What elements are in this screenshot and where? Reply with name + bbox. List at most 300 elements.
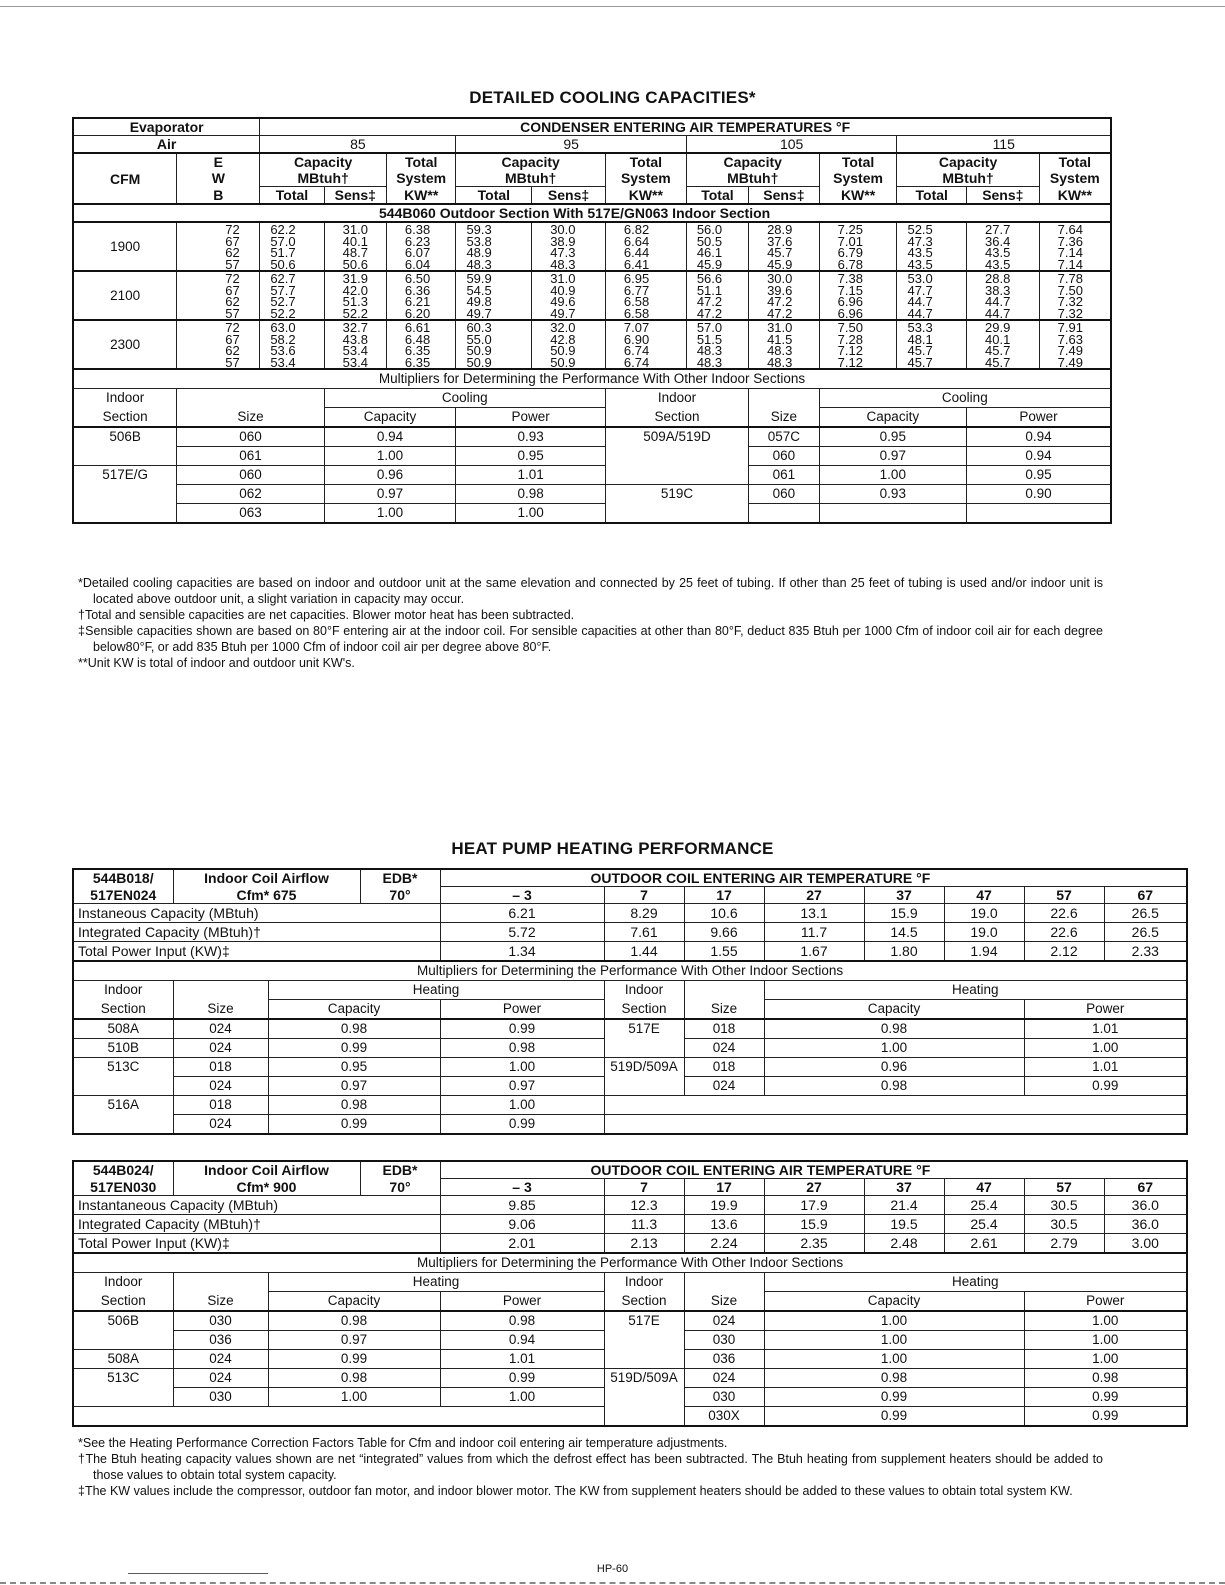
power-multiplier: 1.01	[440, 1350, 604, 1369]
size-value: 018	[684, 1058, 764, 1077]
power-multiplier: 0.99	[1024, 1407, 1187, 1427]
performance-value: 19.9	[684, 1196, 764, 1215]
data-value: 50.9	[550, 354, 576, 369]
indoor-section	[604, 1388, 684, 1407]
performance-value: 22.6	[1024, 923, 1104, 942]
temp-header: 47	[944, 887, 1024, 904]
data-value: 48.1	[907, 331, 933, 347]
power-multiplier: 0.94	[967, 427, 1112, 447]
size-value: 024	[173, 1369, 268, 1388]
edb-value: 70°	[360, 887, 440, 904]
power-multiplier: 1.00	[440, 1058, 604, 1077]
data-value: 59.3	[466, 222, 492, 237]
capacity-values	[897, 271, 967, 320]
edb-value: 70°	[360, 1179, 440, 1196]
performance-value: 9.85	[440, 1196, 604, 1215]
data-value: 47.7	[907, 282, 933, 298]
performance-value: 10.6	[684, 904, 764, 923]
multipliers-title-row	[73, 369, 1111, 389]
temp-header: 7	[604, 1179, 684, 1196]
data-value: 57.0	[696, 320, 723, 335]
capacity-values	[897, 222, 967, 271]
data-value: 7.25	[837, 222, 863, 237]
data-value: 48.3	[696, 343, 723, 358]
data-value: 48.3	[767, 343, 793, 358]
size-value: 060	[177, 466, 324, 485]
cfm-group-row	[73, 320, 1111, 369]
multipliers-subheader-row	[73, 408, 1111, 428]
indoor-section: 517E/G	[73, 466, 177, 485]
data-value: 32.7	[342, 320, 368, 335]
mbtuh-header: MBtuh†	[260, 170, 387, 187]
data-value: 7.14	[1057, 245, 1083, 260]
capacity-values	[324, 320, 386, 369]
data-value: 7.28	[837, 331, 863, 347]
data-value: 7.50	[837, 320, 863, 335]
data-value: 52.2	[270, 305, 296, 320]
capacity-values	[456, 222, 532, 271]
kw-header: KW**	[386, 187, 456, 205]
multipliers-title: Multipliers for Determining the Performance With Other Indoor Sections	[73, 369, 1111, 389]
power-header: Power	[456, 408, 605, 428]
indoor-header: Indoor	[605, 389, 748, 408]
ewb-value: 72	[225, 222, 240, 237]
performance-value: 36.0	[1104, 1196, 1187, 1215]
data-value: 28.9	[767, 222, 793, 237]
data-value: 51.5	[696, 331, 723, 347]
cfm-value: 2300	[73, 320, 177, 369]
indoor-section	[73, 1388, 173, 1407]
data-value: 6.90	[623, 331, 650, 347]
capacity-values	[819, 271, 897, 320]
power-multiplier: 0.93	[456, 427, 605, 447]
capacity-values	[324, 222, 386, 271]
model-label: 544B018/	[73, 869, 173, 887]
mode-header: Cooling	[324, 389, 605, 408]
multiplier-row	[73, 1350, 1187, 1369]
performance-value: 14.5	[864, 923, 944, 942]
data-value: 44.7	[907, 294, 933, 309]
power-header: Power	[440, 1292, 604, 1312]
size-value: 030	[173, 1311, 268, 1331]
indoor-section	[605, 447, 748, 466]
power-multiplier: 1.01	[1024, 1019, 1187, 1039]
performance-value: 25.4	[944, 1196, 1024, 1215]
performance-row	[73, 1234, 1187, 1254]
capacity-multiplier: 0.99	[268, 1350, 440, 1369]
data-value: 49.7	[466, 305, 492, 320]
size-value: 060	[177, 427, 324, 447]
size-value: 018	[684, 1019, 764, 1039]
temp-header: 47	[944, 1179, 1024, 1196]
data-value: 45.9	[767, 256, 793, 271]
data-value: 6.20	[404, 305, 431, 320]
capacity-values	[749, 222, 820, 271]
data-value: 6.78	[837, 256, 863, 271]
data-value: 39.6	[767, 282, 793, 298]
power-header: Power	[967, 408, 1112, 428]
data-value: 6.48	[404, 331, 431, 347]
indoor-section	[604, 1331, 684, 1350]
data-value: 6.82	[623, 222, 650, 237]
sub-sens-header: Sens‡	[749, 187, 820, 205]
mode-header: Heating	[268, 981, 604, 1000]
footnote: ‡The KW values include the compressor, outdoor fan motor, and indoor blower motor. The KW from supplement heaters should be added to these values to obtain total system KW.	[78, 1484, 1073, 1498]
data-value: 27.7	[985, 222, 1011, 237]
data-value: 47.3	[550, 245, 576, 260]
size-value: 024	[173, 1077, 268, 1096]
data-value: 6.64	[623, 233, 650, 249]
power-multiplier: 1.00	[440, 1096, 604, 1115]
row-label: Instaneous Capacity (MBtuh)	[73, 904, 440, 923]
airflow-label: Indoor Coil Airflow	[173, 869, 360, 887]
size-value	[749, 504, 820, 524]
heating-temp-row	[73, 887, 1187, 904]
capacity-values	[1039, 222, 1111, 271]
performance-value: 11.7	[764, 923, 864, 942]
multiplier-row	[73, 1019, 1187, 1039]
data-value: 43.8	[342, 331, 368, 347]
size-header: Size	[173, 1292, 268, 1312]
size-value: 060	[749, 447, 820, 466]
power-multiplier: 0.94	[967, 447, 1112, 466]
data-value: 7.12	[837, 343, 863, 358]
ewb-value: 62	[225, 343, 240, 358]
performance-value: 3.00	[1104, 1234, 1187, 1254]
temp-header: 37	[864, 887, 944, 904]
data-value: 47.3	[907, 233, 933, 249]
indoor-section: 509A/519D	[605, 427, 748, 447]
performance-value: 30.5	[1024, 1196, 1104, 1215]
system-header: System	[605, 170, 686, 187]
data-value: 6.07	[404, 245, 431, 260]
data-value: 6.35	[404, 354, 431, 369]
indoor-header: Indoor	[604, 981, 684, 1000]
data-value: 30.0	[550, 222, 576, 237]
capacity-multiplier: 0.98	[268, 1369, 440, 1388]
performance-row	[73, 1215, 1187, 1234]
temp-95: 95	[456, 136, 686, 154]
heating-header-row	[73, 869, 1187, 887]
capacity-header: Capacity	[764, 1292, 1024, 1312]
capacity-values	[260, 271, 324, 320]
capacity-values	[605, 271, 686, 320]
power-multiplier: 0.98	[440, 1311, 604, 1331]
cfm-value: 2100	[73, 271, 177, 320]
capacity-multiplier: 0.95	[819, 427, 966, 447]
model-label: 517EN024	[73, 887, 173, 904]
data-value: 62.2	[270, 222, 296, 237]
data-value: 6.77	[623, 282, 650, 298]
top-rule	[0, 6, 1225, 7]
section-header: Section	[73, 1292, 173, 1312]
data-value: 6.41	[623, 256, 650, 271]
performance-value: 26.5	[1104, 923, 1187, 942]
empty-cell	[604, 1096, 1187, 1115]
data-value: 48.3	[466, 256, 492, 271]
data-value: 7.01	[837, 233, 863, 249]
capacity-header: Capacity	[268, 1000, 440, 1020]
size-value: 057C	[749, 427, 820, 447]
system-header: System	[386, 170, 456, 187]
data-value: 51.3	[342, 294, 368, 309]
performance-value: 2.48	[864, 1234, 944, 1254]
multiplier-row	[73, 447, 1111, 466]
temp-header: 17	[684, 887, 764, 904]
data-value: 6.44	[623, 245, 650, 260]
data-value: 7.15	[837, 282, 863, 298]
total-header: Total	[605, 153, 686, 170]
multipliers-subheader-row	[73, 1292, 1187, 1312]
performance-value: 9.66	[684, 923, 764, 942]
sub-sens-header: Sens‡	[324, 187, 386, 205]
capacity-header: Capacity	[324, 408, 456, 428]
data-value: 6.74	[623, 354, 650, 369]
ewb-header-e: E	[177, 153, 260, 170]
performance-value: 15.9	[864, 904, 944, 923]
data-value: 45.7	[985, 354, 1011, 369]
data-value: 30.0	[767, 271, 793, 286]
footnote: **Unit KW is total of indoor and outdoor unit KW's.	[78, 656, 355, 670]
capacity-multiplier: 0.98	[764, 1077, 1024, 1096]
data-value: 40.1	[985, 331, 1011, 347]
power-multiplier: 0.98	[456, 485, 605, 504]
performance-value: 5.72	[440, 923, 604, 942]
size-value: 024	[684, 1369, 764, 1388]
system-header: System	[1039, 170, 1111, 187]
section-header: Section	[605, 408, 748, 428]
temp-header: 37	[864, 1179, 944, 1196]
indoor-header: Indoor	[604, 1273, 684, 1292]
capacity-multiplier: 1.00	[324, 504, 456, 524]
performance-value: 13.1	[764, 904, 864, 923]
edb-label: EDB*	[360, 869, 440, 887]
data-value: 45.7	[907, 343, 933, 358]
data-value: 53.4	[342, 343, 368, 358]
capacity-multiplier	[819, 504, 966, 524]
capacity-values	[967, 271, 1040, 320]
capacity-multiplier: 0.95	[268, 1058, 440, 1077]
performance-value: 19.0	[944, 904, 1024, 923]
size-value: 024	[684, 1077, 764, 1096]
cooling-capacities-table	[72, 117, 1112, 524]
capacity-values	[456, 271, 532, 320]
cooling-title: DETAILED COOLING CAPACITIES*	[469, 88, 756, 107]
capacity-values	[686, 271, 748, 320]
row-label: Total Power Input (KW)‡	[73, 1234, 440, 1254]
indoor-section	[604, 1077, 684, 1096]
ewb-value: 72	[225, 271, 240, 286]
size-spacer	[684, 1273, 764, 1292]
capacity-values	[967, 222, 1040, 271]
data-value: 55.0	[466, 331, 492, 347]
data-value: 45.7	[985, 343, 1011, 358]
mbtuh-header: MBtuh†	[686, 170, 819, 187]
indoor-header: Indoor	[73, 389, 177, 408]
temp-115: 115	[897, 136, 1111, 154]
capacity-values	[749, 271, 820, 320]
heating-table-2	[72, 1160, 1188, 1427]
cooling-footnotes	[78, 575, 1103, 671]
indoor-section: 506B	[73, 427, 177, 447]
indoor-section: 506B	[73, 1311, 173, 1331]
indoor-section	[605, 504, 748, 524]
indoor-section: 513C	[73, 1058, 173, 1077]
capacity-header: Capacity	[819, 408, 966, 428]
capacity-multiplier: 0.97	[268, 1077, 440, 1096]
evaporator-label: Evaporator	[73, 118, 260, 136]
cfm-header: CFM	[73, 153, 177, 204]
multiplier-row	[73, 466, 1111, 485]
size-value: 024	[173, 1350, 268, 1369]
indoor-section: 519D/509A	[604, 1369, 684, 1388]
data-value: 56.6	[696, 271, 723, 286]
data-value: 36.4	[985, 233, 1011, 249]
size-value: 018	[173, 1058, 268, 1077]
section-header: Section	[73, 408, 177, 428]
capacity-values	[532, 320, 606, 369]
heating-header-row	[73, 1161, 1187, 1179]
heating-footnotes	[78, 1435, 1103, 1499]
capacity-values	[749, 320, 820, 369]
data-value: 56.0	[696, 222, 723, 237]
multipliers-subheader-row	[73, 1000, 1187, 1020]
data-value: 48.3	[767, 354, 793, 369]
data-value: 48.9	[466, 245, 492, 260]
link-underline	[128, 1573, 268, 1574]
capacity-multiplier: 0.99	[764, 1407, 1024, 1427]
power-multiplier: 0.99	[440, 1019, 604, 1039]
temp-header: 17	[684, 1179, 764, 1196]
data-value: 49.6	[550, 294, 576, 309]
data-value: 57.0	[270, 233, 296, 249]
data-value: 6.38	[404, 222, 431, 237]
empty-cell	[604, 1115, 1187, 1135]
data-value: 7.12	[837, 354, 863, 369]
capacity-values	[605, 222, 686, 271]
capacity-header: Capacity	[686, 153, 819, 170]
multiplier-row	[73, 1115, 1187, 1135]
sub-total-header: Total	[260, 187, 324, 205]
kw-header: KW**	[1039, 187, 1111, 205]
indoor-section: 519D/509A	[604, 1058, 684, 1077]
indoor-section: 517E	[604, 1311, 684, 1331]
mode-header: Heating	[764, 981, 1187, 1000]
capacity-values	[324, 271, 386, 320]
performance-value: 2.33	[1104, 942, 1187, 962]
capacity-values	[260, 320, 324, 369]
power-multiplier: 0.90	[967, 485, 1112, 504]
multiplier-row	[73, 1096, 1187, 1115]
data-value: 53.0	[907, 271, 933, 286]
data-value: 41.5	[767, 331, 793, 347]
temp-header: – 3	[440, 1179, 604, 1196]
capacity-header: Capacity	[897, 153, 1039, 170]
data-value: 50.6	[270, 256, 296, 271]
multiplier-row	[73, 1077, 1187, 1096]
indoor-section	[604, 1039, 684, 1058]
capacity-header: Capacity	[764, 1000, 1024, 1020]
size-value: 036	[684, 1350, 764, 1369]
ewb-values	[177, 320, 260, 369]
data-value: 7.07	[623, 320, 650, 335]
total-header: Total	[819, 153, 897, 170]
ewb-value: 67	[225, 233, 240, 249]
capacity-values	[532, 271, 606, 320]
indoor-section	[604, 1407, 684, 1427]
data-value: 49.8	[466, 294, 492, 309]
performance-value: 12.3	[604, 1196, 684, 1215]
ewb-value: 57	[225, 354, 240, 369]
ewb-value: 67	[225, 282, 240, 298]
data-value: 50.5	[696, 233, 723, 249]
temp-header: 57	[1024, 1179, 1104, 1196]
size-value: 030X	[684, 1407, 764, 1427]
multiplier-row	[73, 1331, 1187, 1350]
data-value: 44.7	[985, 294, 1011, 309]
condenser-header: CONDENSER ENTERING AIR TEMPERATURES °F	[260, 118, 1111, 136]
data-value: 45.7	[907, 354, 933, 369]
total-header: Total	[386, 153, 456, 170]
capacity-multiplier: 0.98	[764, 1369, 1024, 1388]
performance-value: 2.12	[1024, 942, 1104, 962]
data-value: 7.78	[1057, 271, 1083, 286]
data-value: 43.5	[907, 245, 933, 260]
capacity-multiplier: 1.00	[764, 1331, 1024, 1350]
data-value: 31.9	[342, 271, 368, 286]
ewb-header-w: W	[177, 170, 260, 187]
size-header: Size	[177, 408, 324, 428]
airflow-value: Cfm* 675	[173, 887, 360, 904]
power-multiplier: 0.97	[440, 1077, 604, 1096]
multipliers-title-row	[73, 1253, 1187, 1273]
data-value: 7.64	[1057, 222, 1083, 237]
data-value: 29.9	[985, 320, 1011, 335]
kw-header: KW**	[605, 187, 686, 205]
mbtuh-header: MBtuh†	[897, 170, 1039, 187]
data-value: 47.2	[767, 305, 793, 320]
data-value: 6.50	[404, 271, 431, 286]
multiplier-row	[73, 1058, 1187, 1077]
sub-sens-header: Sens‡	[967, 187, 1040, 205]
data-value: 6.58	[623, 305, 650, 320]
capacity-values	[819, 320, 897, 369]
data-value: 6.74	[623, 343, 650, 358]
capacity-multiplier: 0.99	[764, 1388, 1024, 1407]
data-value: 6.96	[837, 305, 863, 320]
data-value: 7.32	[1057, 294, 1083, 309]
size-spacer	[177, 389, 324, 408]
data-value: 48.7	[342, 245, 368, 260]
size-value: 062	[177, 485, 324, 504]
indoor-section: 508A	[73, 1350, 173, 1369]
data-value: 46.1	[696, 245, 723, 260]
performance-value: 2.79	[1024, 1234, 1104, 1254]
empty-cell	[73, 1407, 604, 1427]
data-value: 40.9	[550, 282, 576, 298]
multipliers-title: Multipliers for Determining the Performance With Other Indoor Sections	[73, 1253, 1187, 1273]
data-value: 49.7	[550, 305, 576, 320]
power-multiplier: 0.95	[456, 447, 605, 466]
size-value: 024	[173, 1115, 268, 1135]
indoor-section	[73, 504, 177, 524]
performance-value: 2.01	[440, 1234, 604, 1254]
size-spacer	[173, 981, 268, 1000]
performance-value: 21.4	[864, 1196, 944, 1215]
temp-header: 27	[764, 887, 864, 904]
capacity-multiplier: 0.98	[268, 1096, 440, 1115]
data-value: 42.8	[550, 331, 576, 347]
